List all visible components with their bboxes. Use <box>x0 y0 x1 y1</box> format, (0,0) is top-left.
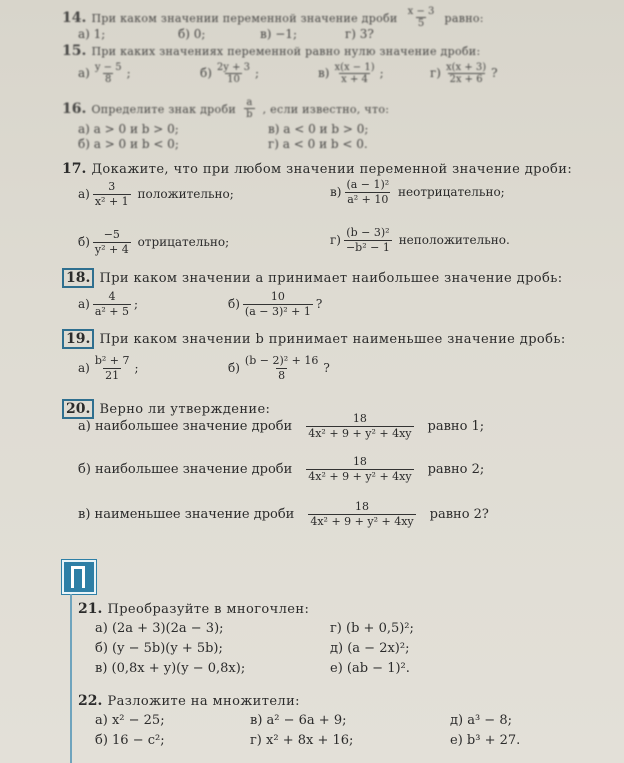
option: б) 0; <box>178 27 206 41</box>
option: б) (y − 5b)(y + 5b); <box>95 641 223 656</box>
option: б) наибольшее значение дроби $\frac{18}{\text{4x² + 9 + y² + 4xy}}$ равно 2; <box>78 455 485 483</box>
margin-line <box>70 594 72 763</box>
problem-17: 17. Докажите, что при любом значении переменной значение дроби: <box>62 161 573 177</box>
option: б) $\frac{10}{\text{(a − 3)² + 1}}$ ? <box>228 290 323 318</box>
option: в) $\frac{x(x - 1)}{x + 4}$ ; <box>318 62 384 85</box>
option: д) (a − 2x)²; <box>330 641 410 656</box>
section-marker-icon <box>62 560 96 594</box>
fraction: $\frac{x - 3}{5}$ <box>407 6 435 29</box>
option: е) (ab − 1)². <box>330 661 410 676</box>
option: д) a³ − 8; <box>450 713 512 728</box>
problem-22: 22. Разложите на множители: <box>78 693 300 709</box>
problem-15: 15. При каких значениях переменной равно нулю значение дроби: <box>62 43 481 59</box>
option: г) $\frac{x(x + 3)}{2x + 6}$ ? <box>430 62 498 85</box>
problem-text: При каком значении переменной значение дроби <box>91 12 398 25</box>
option: г) 3? <box>345 27 374 41</box>
problem-21: 21. Преобразуйте в многочлен: <box>78 601 310 617</box>
problem-16: 16. Определите знак дроби $\frac{a}{b}$ , если известно, что: <box>62 97 390 120</box>
option: а) 1; <box>78 27 106 41</box>
option: в) a < 0 и b > 0; <box>268 122 369 136</box>
option: в) (0,8x + y)(y − 0,8x); <box>95 661 246 676</box>
option: е) b³ + 27. <box>450 733 521 748</box>
option: а) a > 0 и b > 0; <box>78 122 179 136</box>
option: б) $\frac{\text{(b − 2)² + 16}}{8}$ ? <box>228 354 330 382</box>
option: а) (2a + 3)(2a − 3); <box>95 621 224 636</box>
option: г) a < 0 и b < 0. <box>268 137 368 151</box>
option: в) a² − 6a + 9; <box>250 713 347 728</box>
option: а) $\frac{y - 5}{8}$ ; <box>78 62 131 85</box>
option: в) $\frac{\text{(a − 1)²}}{\text{a² + 10}}$ неотрицательно; <box>330 178 505 206</box>
option: б) 16 − c²; <box>95 733 165 748</box>
option: а) $\frac{\text{b² + 7}}{21}$ ; <box>78 354 139 382</box>
problem-20: 20. Верно ли утверждение: <box>62 398 270 417</box>
option: а) наибольшее значение дроби $\frac{18}{\text{4x² + 9 + y² + 4xy}}$ равно 1; <box>78 412 485 440</box>
option: г) (b + 0,5)²; <box>330 621 414 636</box>
option: г) $\frac{\text{(b − 3)²}}{\text{−b² − 1}}$ неположительно. <box>330 226 510 254</box>
option: в) −1; <box>260 27 297 41</box>
option: б) $\frac{-5}{\text{y² + 4}}$ отрицательно; <box>78 228 230 256</box>
problem-number: 14. <box>62 10 87 26</box>
option: б) a > 0 и b < 0; <box>78 137 179 151</box>
problem-18: 18. При каком значении a принимает наибольшее значение дробь: <box>62 267 563 286</box>
option: а) $\frac{3}{\text{x² + 1}}$ положительно; <box>78 180 234 208</box>
option: а) $\frac{4}{\text{a² + 5}}$ ; <box>78 290 139 318</box>
problem-19: 19. При каком значении b принимает наименьшее значение дробь: <box>62 328 566 347</box>
option: б) $\frac{2y + 3}{10}$ ; <box>200 62 260 85</box>
option: в) наименьшее значение дроби $\frac{18}{\text{4x² + 9 + y² + 4xy}}$ равно 2? <box>78 500 489 528</box>
option: г) x² + 8x + 16; <box>250 733 354 748</box>
problem-14: 14. При каком значении переменной значение дроби $\frac{x - 3}{5}$ равно: <box>62 6 484 29</box>
option: а) x² − 25; <box>95 713 165 728</box>
